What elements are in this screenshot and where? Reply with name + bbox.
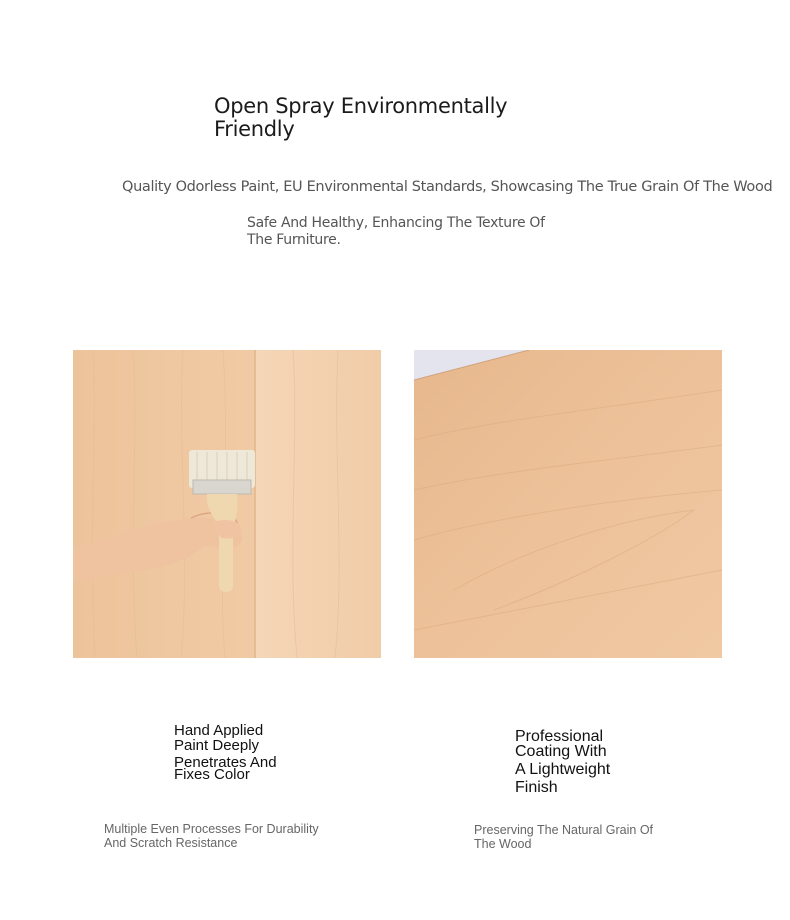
subtitle-secondary — [247, 215, 557, 249]
title-line-2: Friendly — [214, 117, 295, 141]
description-line: The Wood — [474, 837, 532, 851]
feature-description-durability — [104, 822, 364, 850]
subtitle: Quality Odorless Paint, EU Environmental Standards, Showcasing The True Grain Of The Wood — [122, 179, 773, 195]
caption-line: A Lightweight — [515, 761, 611, 778]
feature-caption-hand-applied — [174, 723, 314, 782]
description-line: Multiple Even Processes For Durability — [104, 822, 319, 836]
subtitle-secondary-line-1: Safe And Healthy, Enhancing The Texture Of — [247, 215, 545, 231]
description-line: Preserving The Natural Grain Of — [474, 823, 654, 837]
caption-line: Penetrates And — [174, 754, 277, 771]
feature-description-natural-grain — [474, 823, 694, 851]
caption-line: Coating With — [515, 743, 607, 760]
caption-line: Fixes Color — [174, 766, 250, 783]
hand-painting-wood-photo — [73, 350, 381, 658]
page-title — [214, 95, 514, 141]
feature-caption-professional-coating — [515, 728, 655, 796]
title-line-1: Open Spray Environmentally — [214, 94, 508, 118]
caption-line: Finish — [515, 779, 558, 796]
caption-line: Paint Deeply — [174, 737, 260, 754]
wood-panel-closeup-photo — [414, 350, 722, 658]
caption-line: Professional — [515, 728, 604, 745]
description-line: And Scratch Resistance — [104, 836, 238, 850]
caption-line: Hand Applied — [174, 722, 264, 739]
subtitle-secondary-line-2: The Furniture. — [247, 232, 341, 248]
